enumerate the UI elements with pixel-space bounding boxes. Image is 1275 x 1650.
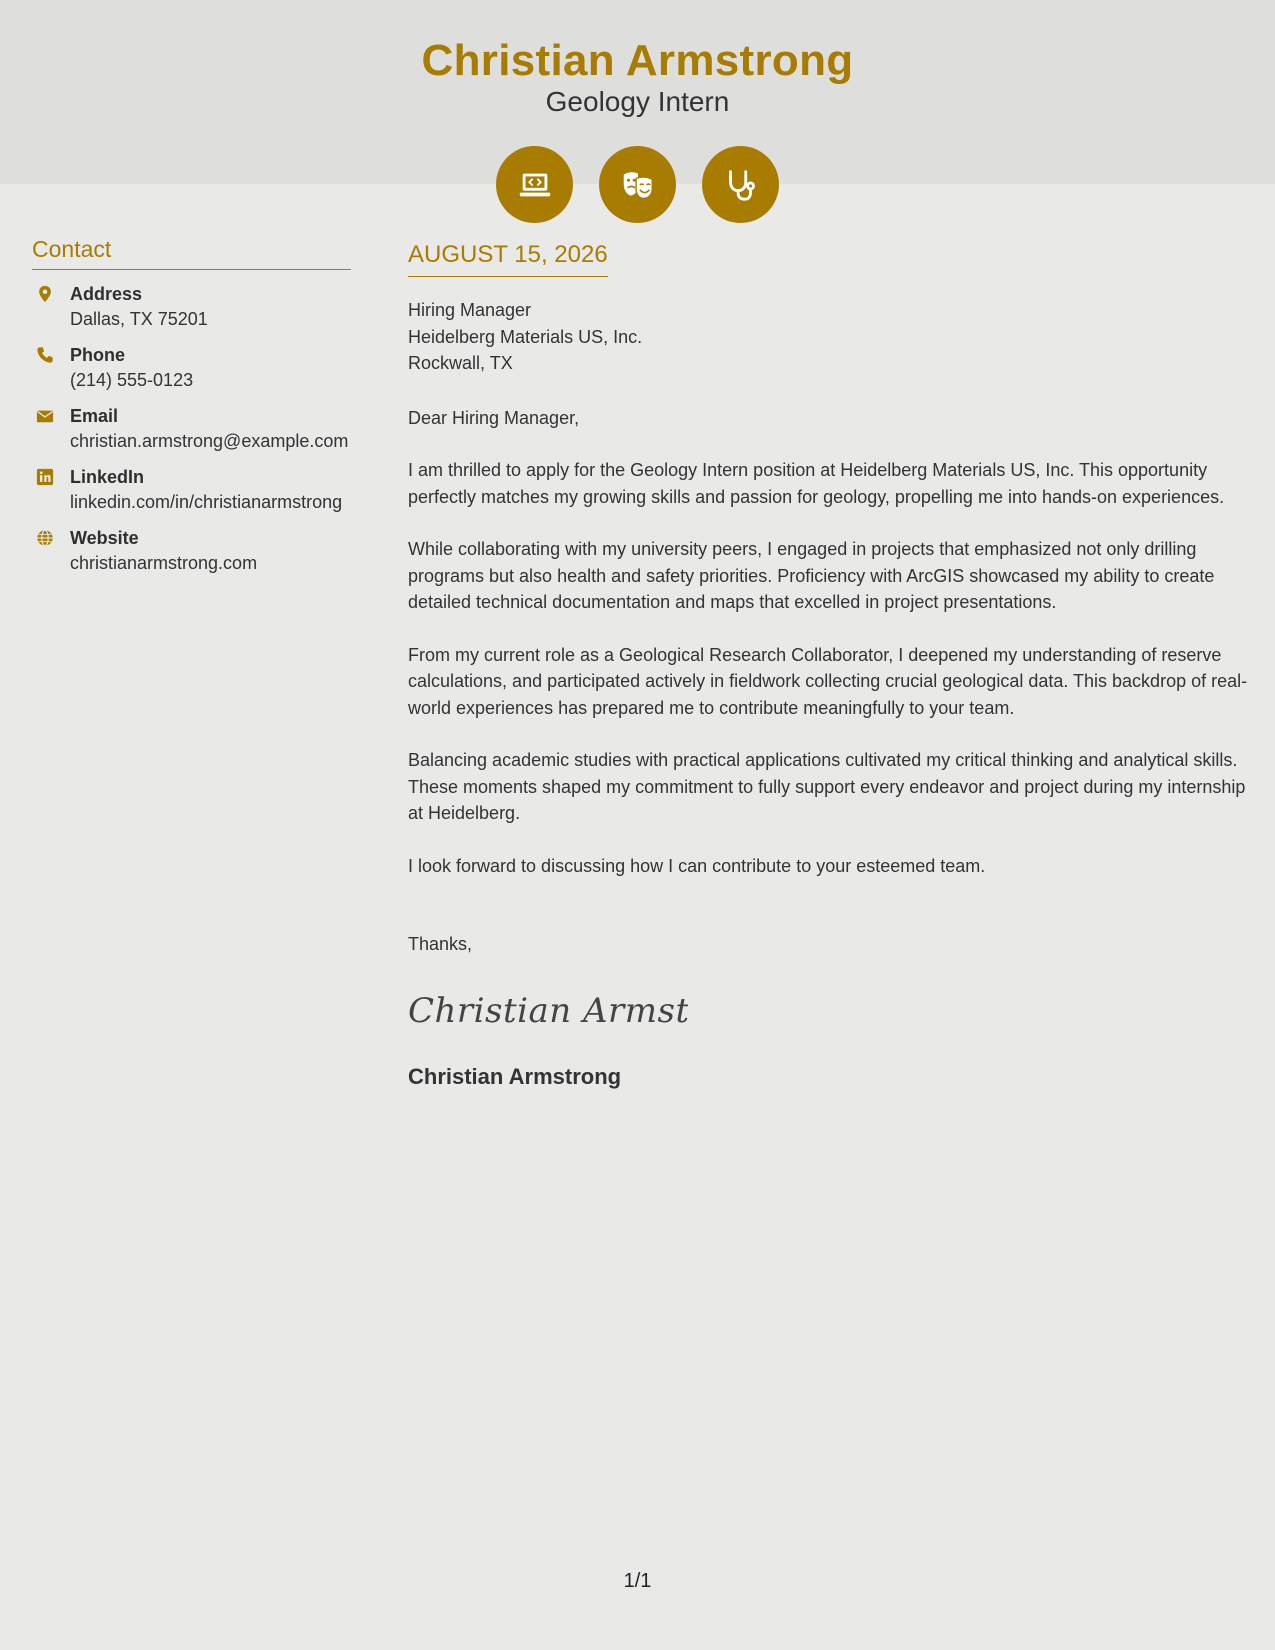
recipient-line: Heidelberg Materials US, Inc. <box>408 326 643 347</box>
candidate-name: Christian Armstrong <box>421 36 854 85</box>
body-paragraph: Balancing academic studies with practical applications cultivated my critical thinking and analytical skills. These moments shaped my commitment to fully support every endeavor and project during my internship at Heidelberg. <box>408 750 1246 823</box>
contact-label: Address <box>70 284 143 304</box>
body-paragraph: From my current role as a Geological Research Collaborator, I deepened my understanding of reserve calculations, and participated actively in fieldwork collecting crucial geological data. This backdrop of real-world experiences has prepared me to contribute meaningfully to your team. <box>408 644 1248 718</box>
body-paragraph: While collaborating with my university peers, I engaged in projects that emphasized not only drilling programs but also health and safety priorities. Proficiency with ArcGIS showcased my ability to create detailed technical documentation and maps that excelled in project presentations. <box>408 539 1215 612</box>
theater-masks-icon <box>599 146 676 223</box>
contact-item-website <box>32 526 351 575</box>
handwritten-signature <box>408 988 1253 1032</box>
phone-value[interactable]: (214) 555-0123 <box>70 370 194 390</box>
laptop-code-icon <box>496 146 573 223</box>
contact-label: Website <box>70 528 139 548</box>
linkedin-icon <box>32 465 70 514</box>
letter-body <box>408 236 1253 1090</box>
recipient-line: Hiring Manager <box>408 300 532 320</box>
contact-item-linkedin <box>32 465 351 514</box>
contact-label: Phone <box>70 345 126 365</box>
job-title: Geology Intern <box>545 86 730 117</box>
globe-icon <box>32 526 70 575</box>
contact-label: LinkedIn <box>70 467 145 487</box>
website-value[interactable]: christianarmstrong.com <box>70 553 258 573</box>
contact-item-email <box>32 404 351 453</box>
phone-icon <box>32 343 70 392</box>
greeting: Dear Hiring Manager, <box>408 407 580 428</box>
linkedin-value[interactable]: linkedin.com/in/christianarmstrong <box>70 492 343 512</box>
recipient-line: Rockwall, TX <box>408 353 513 373</box>
closing: Thanks, <box>408 934 473 954</box>
envelope-icon <box>32 404 70 453</box>
recipient-block <box>408 297 1253 377</box>
email-value[interactable]: christian.armstrong@example.com <box>70 431 349 451</box>
contact-label: Email <box>70 406 119 426</box>
signer-name: Christian Armstrong <box>408 1063 622 1089</box>
stethoscope-icon <box>702 146 779 223</box>
map-marker-icon <box>32 282 70 331</box>
body-paragraph: I look forward to discussing how I can contribute to your esteemed team. <box>408 855 986 876</box>
header-icon-row <box>0 146 1275 223</box>
signature-text: Christian Armst <box>408 990 688 1031</box>
page-number: 1/1 <box>623 1570 652 1592</box>
contact-item-address <box>32 282 351 331</box>
contact-sidebar <box>32 236 351 575</box>
contact-item-phone <box>32 343 351 392</box>
contact-heading: Contact <box>32 236 351 270</box>
address-value: Dallas, TX 75201 <box>70 309 208 329</box>
body-paragraph: I am thrilled to apply for the Geology Intern position at Heidelberg Materials US, Inc. This opportunity perfectly matches my growing skills and passion for geology, propelling me into hands-on experiences. <box>408 460 1225 507</box>
letter-date: AUGUST 15, 2026 <box>408 236 608 277</box>
